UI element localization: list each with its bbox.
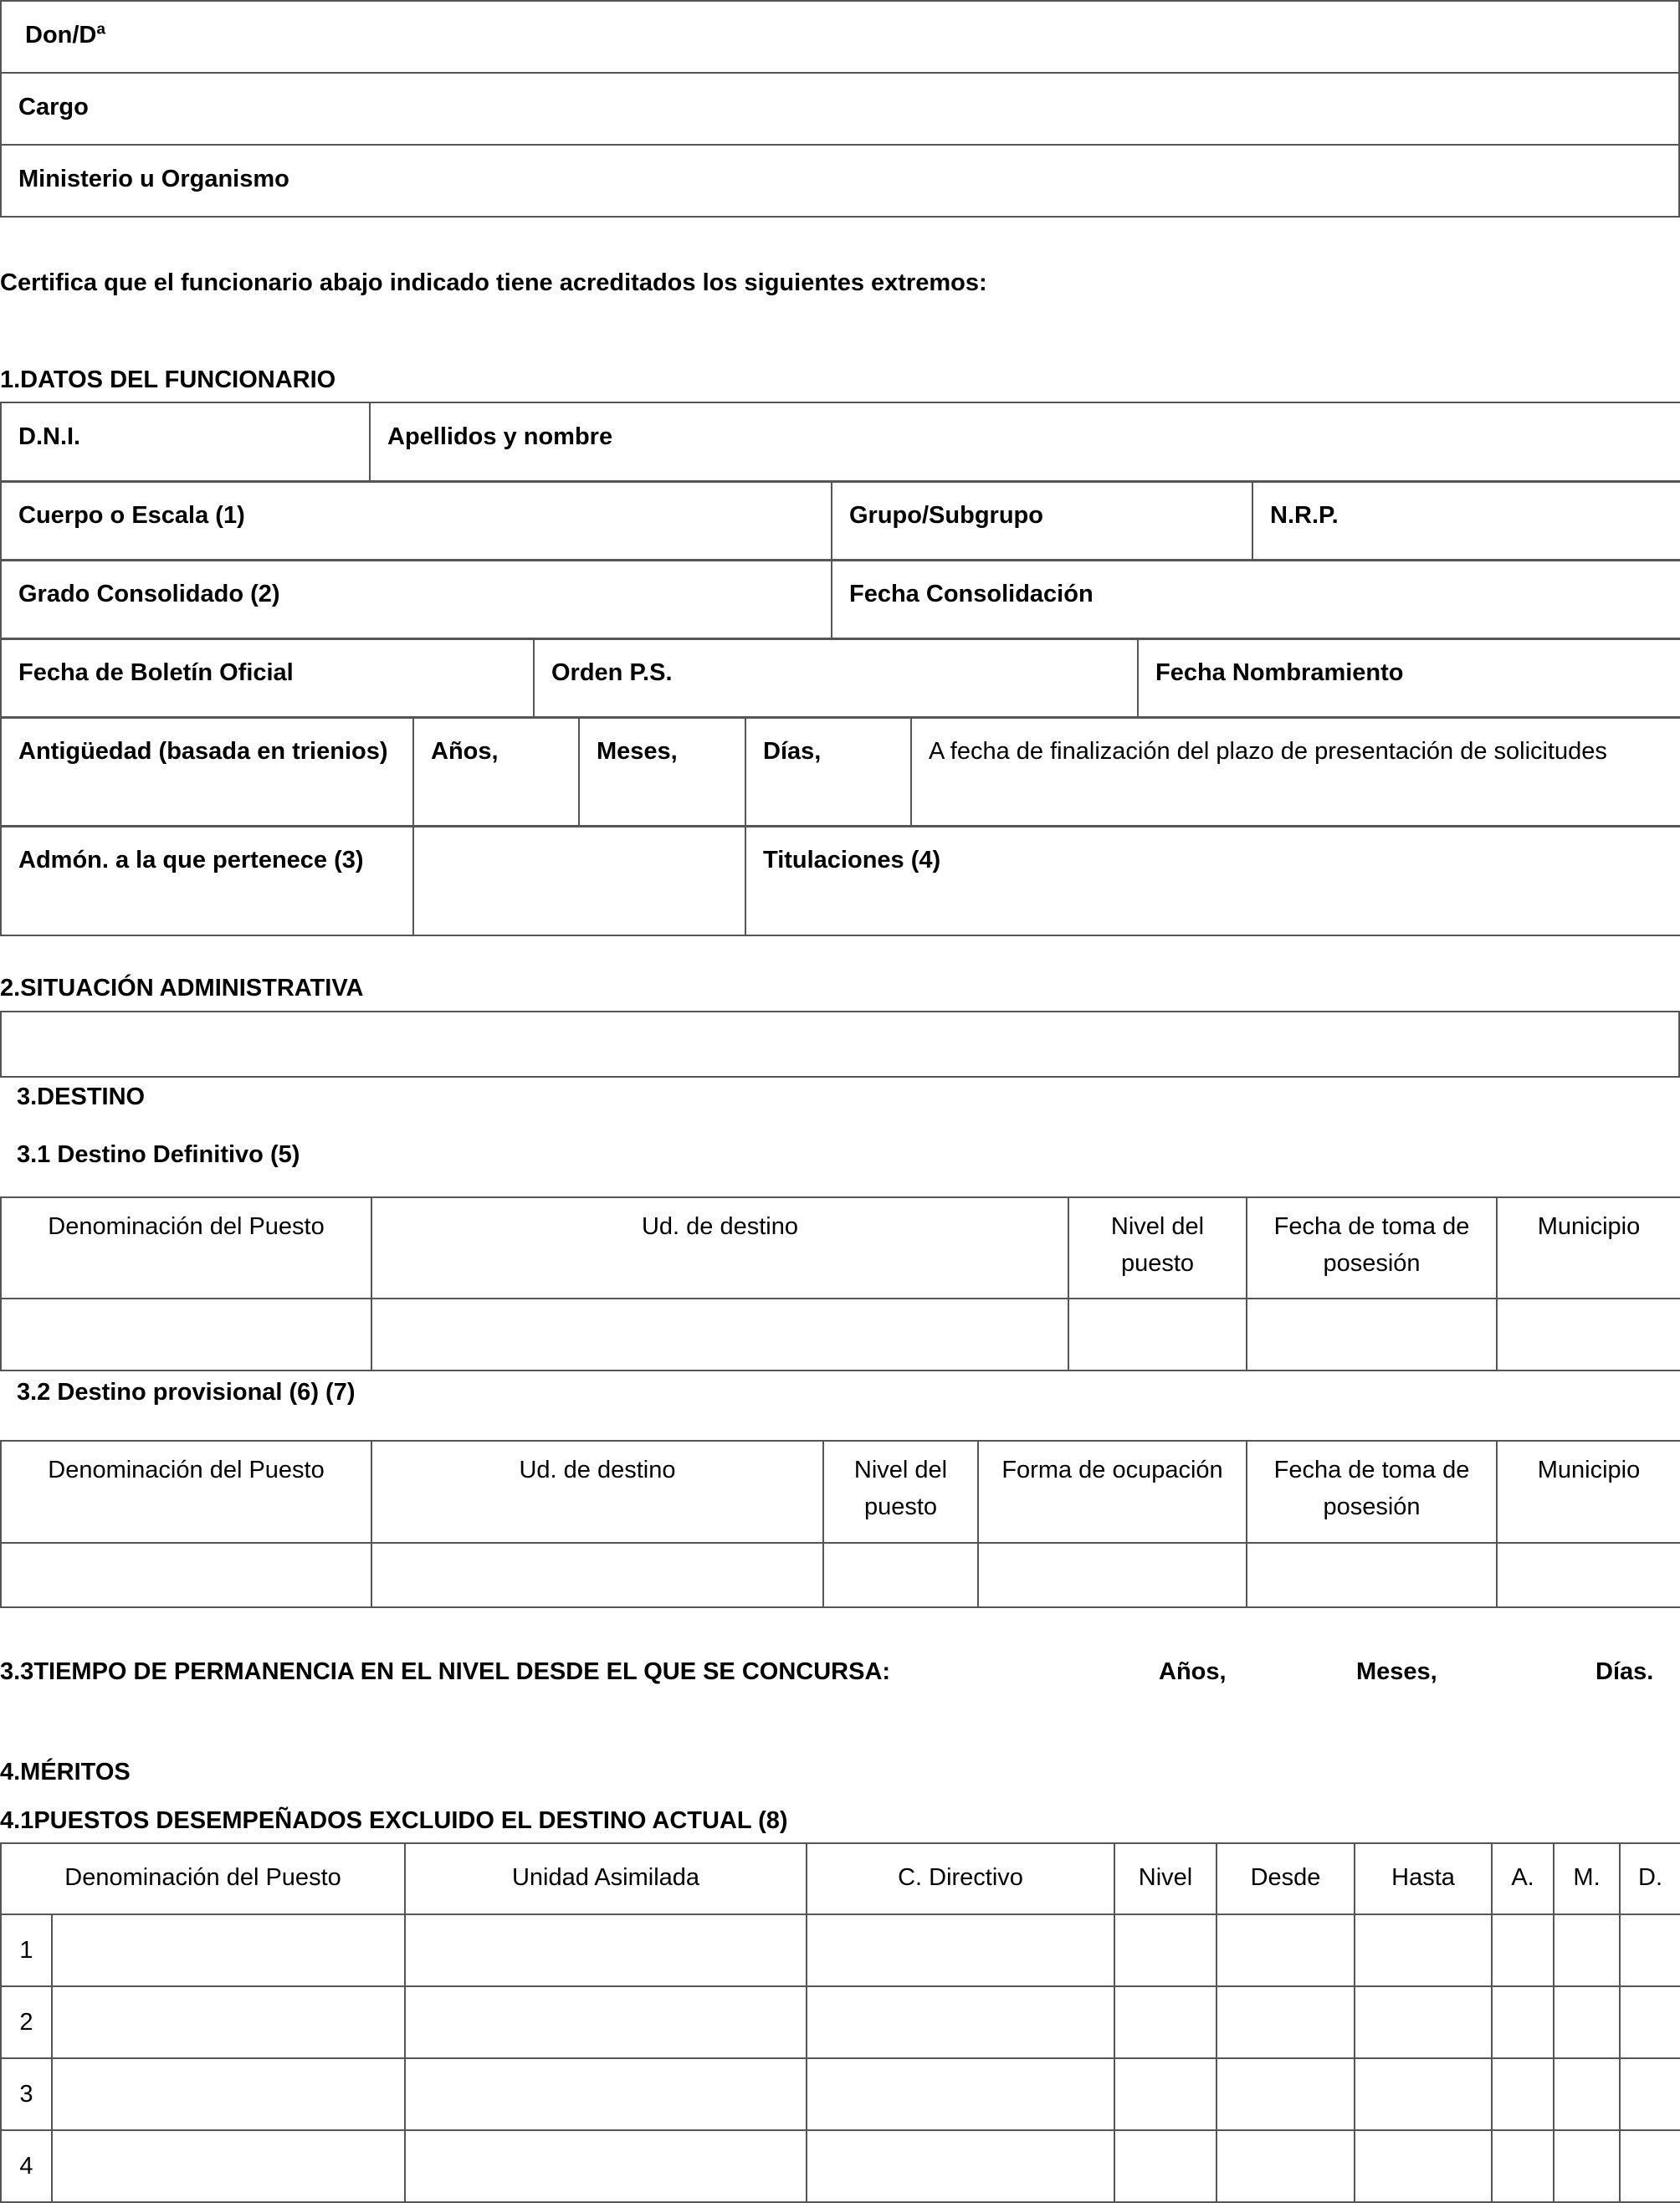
anos-field[interactable] bbox=[413, 717, 579, 827]
ministerio-field[interactable] bbox=[1, 145, 1679, 217]
prov-header-label: Nivel del puesto bbox=[853, 1457, 948, 1520]
nrp-label: N.R.P. bbox=[1270, 502, 1339, 529]
dias-label: Días, bbox=[763, 738, 822, 765]
destino-provisional-table bbox=[0, 1440, 1680, 1608]
grupo-label: Grupo/Subgrupo bbox=[849, 502, 1043, 529]
def-header-ud bbox=[371, 1197, 1068, 1299]
puestos-header-label: C. Directivo bbox=[898, 1864, 1023, 1891]
titulaciones-label: Titulaciones (4) bbox=[763, 847, 941, 874]
puestos-table bbox=[0, 1842, 1680, 2203]
puestos-header-denominacion bbox=[1, 1843, 405, 1914]
table-row bbox=[1, 2130, 1680, 2202]
ministerio-label: Ministerio u Organismo bbox=[18, 166, 289, 192]
puestos-header-label: M. bbox=[1573, 1864, 1601, 1891]
apellidos-label: Apellidos y nombre bbox=[387, 423, 613, 450]
def-header-label: Fecha de toma de posesión bbox=[1273, 1213, 1470, 1277]
nrp-field[interactable] bbox=[1252, 481, 1680, 561]
dias-field[interactable] bbox=[745, 717, 911, 827]
prov-header-forma bbox=[978, 1441, 1247, 1543]
cell[interactable] bbox=[1620, 1986, 1680, 2058]
cell[interactable] bbox=[52, 2058, 405, 2130]
cell[interactable] bbox=[1114, 1986, 1216, 2058]
def-cell-ud[interactable] bbox=[371, 1299, 1068, 1370]
cell[interactable] bbox=[1216, 1986, 1355, 2058]
s1-row-antiguedad bbox=[0, 716, 1680, 827]
table-row bbox=[1, 1914, 1680, 1986]
grupo-field[interactable] bbox=[832, 481, 1252, 561]
prov-cell-denominacion[interactable] bbox=[1, 1543, 371, 1607]
prov-header-nivel bbox=[823, 1441, 978, 1543]
table-row bbox=[1, 1986, 1680, 2058]
fecha-nombramiento-field[interactable] bbox=[1138, 638, 1680, 718]
antiguedad-label: Antigüedad (basada en trienios) bbox=[18, 738, 388, 765]
prov-cell-forma[interactable] bbox=[978, 1543, 1247, 1607]
cell[interactable] bbox=[1554, 2130, 1620, 2202]
cell[interactable] bbox=[405, 1914, 807, 1986]
row-number: 4 bbox=[1, 2130, 52, 2202]
cell[interactable] bbox=[52, 2130, 405, 2202]
a-fecha-label: A fecha de finalización del plazo de presentación de solicitudes bbox=[929, 738, 1607, 765]
prov-header-label: Forma de ocupación bbox=[1001, 1457, 1223, 1483]
puestos-header-hasta bbox=[1355, 1843, 1492, 1914]
prov-cell-fecha[interactable] bbox=[1247, 1543, 1497, 1607]
fecha-boletin-label: Fecha de Boletín Oficial bbox=[18, 659, 294, 686]
row-number: 2 bbox=[1, 1986, 52, 2058]
cell[interactable] bbox=[1620, 2130, 1680, 2202]
apellidos-field[interactable] bbox=[370, 402, 1680, 482]
grado-label: Grado Consolidado (2) bbox=[18, 581, 280, 607]
s1-row-admon bbox=[0, 825, 1680, 936]
def-header-nivel bbox=[1068, 1197, 1247, 1299]
orden-field[interactable] bbox=[534, 638, 1138, 718]
prov-header-fecha bbox=[1247, 1441, 1497, 1543]
cell[interactable] bbox=[52, 1986, 405, 2058]
destino-definitivo-title: 3.1 Destino Definitivo (5) bbox=[17, 1141, 300, 1168]
s1-row-grado bbox=[0, 559, 1680, 640]
puestos-header-label: D. bbox=[1638, 1864, 1663, 1891]
prov-header-label: Denominación del Puesto bbox=[48, 1457, 325, 1483]
puestos-header-label: Desde bbox=[1250, 1864, 1321, 1891]
cell[interactable] bbox=[52, 1914, 405, 1986]
prov-cell-municipio[interactable] bbox=[1497, 1543, 1680, 1607]
section-2-title: 2.SITUACIÓN ADMINISTRATIVA bbox=[0, 975, 364, 1002]
puestos-header-label: Denominación del Puesto bbox=[64, 1864, 341, 1891]
def-header-municipio bbox=[1497, 1197, 1680, 1299]
cell[interactable] bbox=[1355, 2058, 1492, 2130]
def-header-label: Denominación del Puesto bbox=[48, 1213, 325, 1240]
puestos-header-label: Nivel bbox=[1138, 1864, 1193, 1891]
cell[interactable] bbox=[1216, 2130, 1355, 2202]
a-fecha-note bbox=[911, 717, 1680, 827]
cell[interactable] bbox=[1355, 1914, 1492, 1986]
cell[interactable] bbox=[1216, 1914, 1355, 1986]
def-header-denominacion bbox=[1, 1197, 371, 1299]
cell[interactable] bbox=[1620, 2058, 1680, 2130]
anos-label: Años, bbox=[431, 738, 499, 765]
def-header-label: Nivel del puesto bbox=[1110, 1213, 1205, 1277]
cell[interactable] bbox=[405, 2130, 807, 2202]
cell[interactable] bbox=[1554, 2058, 1620, 2130]
prov-header-ud bbox=[371, 1441, 823, 1543]
def-cell-denominacion[interactable] bbox=[1, 1299, 371, 1370]
situacion-field[interactable] bbox=[1, 1012, 1679, 1077]
section-1-title: 1.DATOS DEL FUNCIONARIO bbox=[0, 366, 336, 393]
prov-header-denominacion bbox=[1, 1441, 371, 1543]
fecha-consolidacion-label: Fecha Consolidación bbox=[849, 581, 1094, 607]
meses-field[interactable] bbox=[579, 717, 745, 827]
puestos-header-label: Unidad Asimilada bbox=[511, 1864, 700, 1891]
prov-cell-ud[interactable] bbox=[371, 1543, 823, 1607]
tiempo-dias-label: Días. bbox=[1595, 1658, 1654, 1685]
puestos-header-desde bbox=[1216, 1843, 1355, 1914]
cell[interactable] bbox=[1492, 2058, 1554, 2130]
puestos-desempenados-title: 4.1PUESTOS DESEMPEÑADOS EXCLUIDO EL DESTINO ACTUAL (8) bbox=[0, 1807, 788, 1834]
puestos-header-unidad bbox=[405, 1843, 807, 1914]
def-cell-municipio[interactable] bbox=[1497, 1299, 1680, 1370]
cell[interactable] bbox=[405, 2058, 807, 2130]
puestos-header-m bbox=[1554, 1843, 1620, 1914]
cuerpo-label: Cuerpo o Escala (1) bbox=[18, 502, 245, 529]
section-4-title: 4.MÉRITOS bbox=[0, 1759, 131, 1785]
cell[interactable] bbox=[1114, 2058, 1216, 2130]
cell[interactable] bbox=[807, 2130, 1114, 2202]
prov-header-label: Municipio bbox=[1537, 1457, 1641, 1483]
cell[interactable] bbox=[1554, 1914, 1620, 1986]
cell[interactable] bbox=[1554, 1986, 1620, 2058]
dni-field[interactable] bbox=[1, 402, 370, 482]
puestos-header-label: Hasta bbox=[1391, 1864, 1455, 1891]
meses-label: Meses, bbox=[597, 738, 678, 765]
orden-label: Orden P.S. bbox=[551, 659, 673, 686]
cell[interactable] bbox=[1114, 1914, 1216, 1986]
s1-row-boletin bbox=[0, 638, 1680, 719]
grado-field[interactable] bbox=[1, 560, 832, 639]
cuerpo-field[interactable] bbox=[1, 481, 832, 561]
titulaciones-field[interactable] bbox=[745, 826, 1680, 935]
s1-row-cuerpo bbox=[0, 480, 1680, 561]
tiempo-meses-label: Meses, bbox=[1356, 1658, 1437, 1685]
tiempo-anos-label: Años, bbox=[1159, 1658, 1227, 1685]
cell[interactable] bbox=[1216, 2058, 1355, 2130]
antiguedad-field bbox=[1, 717, 413, 827]
def-cell-fecha[interactable] bbox=[1247, 1299, 1497, 1370]
puestos-header-label: A. bbox=[1511, 1864, 1534, 1891]
certifica-text: Certifica que el funcionario abajo indicado tiene acreditados los siguientes extremos: bbox=[0, 269, 987, 296]
destino-definitivo-table bbox=[0, 1196, 1680, 1371]
header-table bbox=[0, 0, 1680, 218]
prov-cell-nivel[interactable] bbox=[823, 1543, 978, 1607]
cell[interactable] bbox=[807, 1986, 1114, 2058]
admon-label: Admón. a la que pertenece (3) bbox=[18, 847, 364, 874]
row-number: 1 bbox=[1, 1914, 52, 1986]
fecha-nombramiento-label: Fecha Nombramiento bbox=[1155, 659, 1404, 686]
situacion-table bbox=[0, 1011, 1680, 1078]
cell[interactable] bbox=[1492, 1986, 1554, 2058]
puestos-header-d bbox=[1620, 1843, 1680, 1914]
table-row bbox=[1, 2058, 1680, 2130]
cell[interactable] bbox=[405, 1986, 807, 2058]
def-header-label: Ud. de destino bbox=[641, 1213, 798, 1240]
prov-header-label: Fecha de toma de posesión bbox=[1273, 1457, 1470, 1520]
cell[interactable] bbox=[1620, 1914, 1680, 1986]
prov-header-label: Ud. de destino bbox=[519, 1457, 676, 1483]
cell[interactable] bbox=[807, 1914, 1114, 1986]
cell[interactable] bbox=[1355, 2130, 1492, 2202]
def-header-fecha bbox=[1247, 1197, 1497, 1299]
cell[interactable] bbox=[1492, 1914, 1554, 1986]
s1-row-dni bbox=[0, 402, 1680, 483]
def-header-label: Municipio bbox=[1537, 1213, 1641, 1240]
admon-field bbox=[1, 826, 413, 935]
tiempo-permanencia-label: 3.3TIEMPO DE PERMANENCIA EN EL NIVEL DESDE EL QUE SE CONCURSA: bbox=[0, 1658, 891, 1685]
cell[interactable] bbox=[1355, 1986, 1492, 2058]
puestos-header-directivo bbox=[807, 1843, 1114, 1914]
section-3-title: 3.DESTINO bbox=[17, 1084, 146, 1110]
dni-label: D.N.I. bbox=[18, 423, 81, 450]
row-number: 3 bbox=[1, 2058, 52, 2130]
def-cell-nivel[interactable] bbox=[1068, 1299, 1247, 1370]
cell[interactable] bbox=[1114, 2130, 1216, 2202]
cell[interactable] bbox=[807, 2058, 1114, 2130]
cargo-field[interactable] bbox=[1, 73, 1679, 145]
don-field[interactable] bbox=[1, 1, 1679, 73]
puestos-header-a bbox=[1492, 1843, 1554, 1914]
prov-header-municipio bbox=[1497, 1441, 1680, 1543]
admon-value-field[interactable] bbox=[413, 826, 745, 935]
puestos-header-nivel bbox=[1114, 1843, 1216, 1914]
don-label: Don/Dª bbox=[25, 22, 106, 49]
fecha-consolidacion-field[interactable] bbox=[832, 560, 1680, 639]
destino-provisional-title: 3.2 Destino provisional (6) (7) bbox=[17, 1379, 356, 1406]
fecha-boletin-field[interactable] bbox=[1, 638, 534, 718]
cargo-label: Cargo bbox=[18, 94, 89, 120]
cell[interactable] bbox=[1492, 2130, 1554, 2202]
